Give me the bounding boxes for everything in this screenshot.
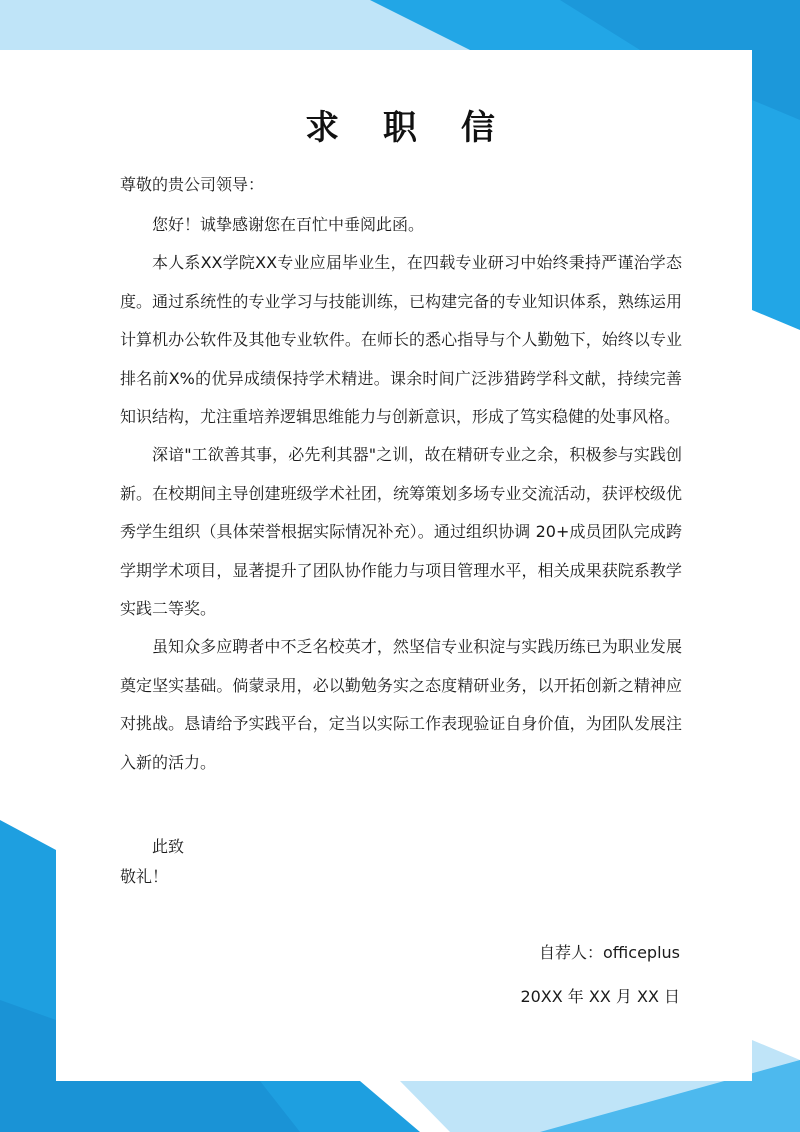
closing (120, 832, 184, 892)
paragraph-education: 本人系XX学院XX专业应届毕业生，在四载专业研习中始终秉持严谨治学态度。通过系统性的专业学习与技能训练，已构建完备的专业知识体系，熟练运用计算机办公软件及其他专业软件。在师长的悉心指导与个人勤勉下，始终以专业排名前X%的优异成绩保持学术精进。课余时间广泛涉猎跨学科文献，持续完善知识结构，尤注重培养逻辑思维能力与创新意识，形成了笃实稳健的处事风格。 (120, 253, 682, 427)
closing-line-1: 此致 (152, 837, 185, 856)
page-title: 求 职 信 (305, 108, 511, 148)
closing-line-2: 敬礼！ (120, 867, 169, 886)
salutation: 尊敬的贵公司领导： (120, 175, 265, 194)
letter-body (120, 206, 682, 782)
signature: 自荐人：officeplus (539, 943, 680, 962)
paragraph-conclusion: 虽知众多应聘者中不乏名校英才，然坚信专业积淀与实践历练已为职业发展奠定坚实基础。倘蒙录用，必以勤勉务实之态度精研业务，以开拓创新之精神应对挑战。恳请给予实践平台，定当以实际工作表现验证自身价值，为团队发展注入新的活力。 (120, 637, 682, 772)
date: 20XX 年 XX 月 XX 日 (520, 987, 680, 1006)
paragraph-practice: 深谙"工欲善其事，必先利其器"之训，故在精研专业之余，积极参与实践创新。在校期间主导创建班级学术社团，统筹策划多场专业交流活动，获评校级优秀学生组织（具体荣誉根据实际情况补充）。通过组织协调 20+成员团队完成跨学期学术项目，显著提升了团队协作能力与项目管理水平，相关成果获院系教学实践二等奖。 (120, 445, 682, 619)
paragraph-greeting: 您好！诚挚感谢您在百忙中垂阅此函。 (152, 215, 425, 234)
